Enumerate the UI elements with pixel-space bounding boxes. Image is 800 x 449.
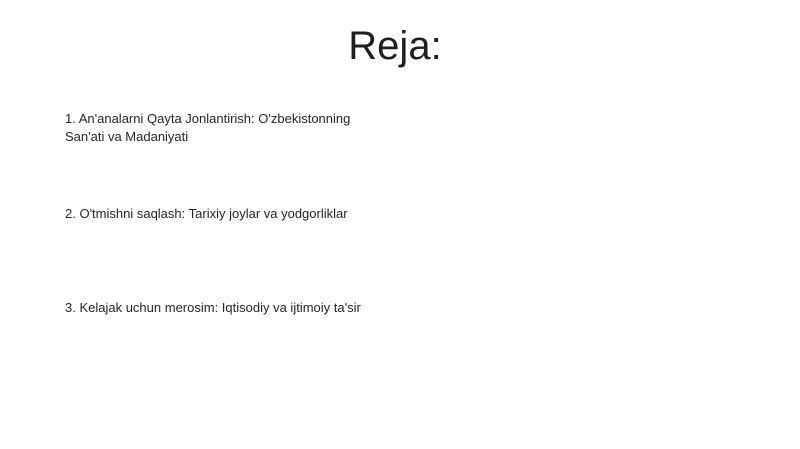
- agenda-item-2: 2. O'tmishni saqlash: Tarixiy joylar va yodgorliklar: [65, 206, 348, 221]
- slide-title: Reja:: [348, 24, 442, 68]
- agenda-item-3: 3. Kelajak uchun merosim: Iqtisodiy va ijtimoiy ta'sir: [65, 300, 361, 315]
- agenda-item-1: 1. An'analarni Qayta Jonlantirish: O'zbekistonning San'ati va Madaniyati: [65, 111, 351, 144]
